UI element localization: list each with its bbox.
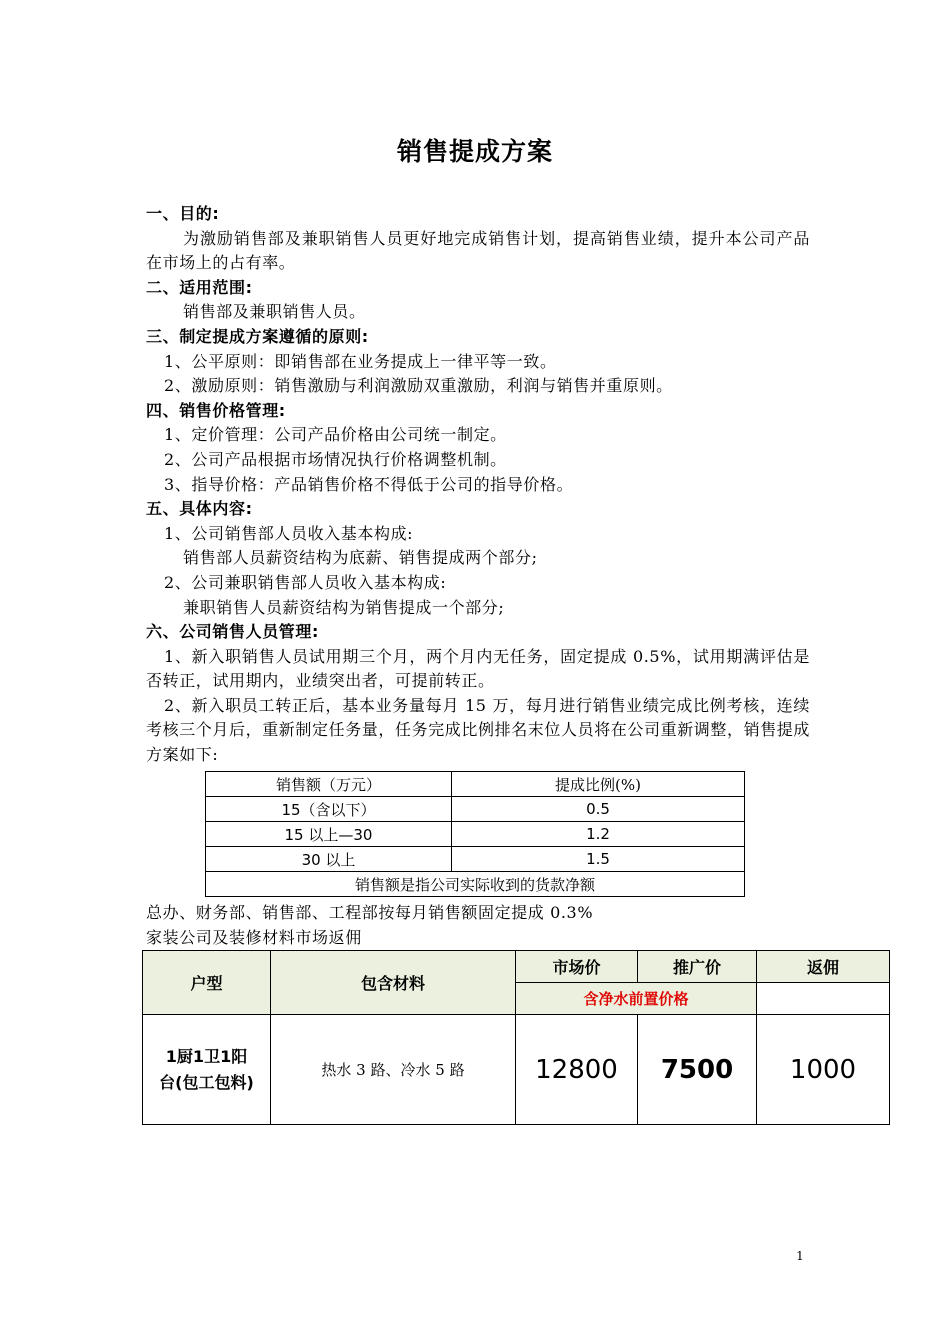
- promo-price-cell: 7500: [638, 1015, 757, 1125]
- paragraph: 为激励销售部及兼职销售人员更好地完成销售计划，提高销售业绩，提升本公司产品在市场上的占有率。: [146, 228, 810, 273]
- table-row: [206, 847, 745, 872]
- table-cell: 1.2: [452, 822, 745, 847]
- rebate-price-table: [142, 950, 890, 1125]
- note-line: 家装公司及装修材料市场返佣: [146, 927, 362, 947]
- page-number: 1: [796, 1249, 804, 1263]
- section-heading: 六、公司销售人员管理:: [146, 622, 319, 642]
- table-cell: 15 以上—30: [206, 822, 452, 847]
- materials-cell: 热水 3 路、冷水 5 路: [271, 1015, 516, 1125]
- room-type-line: 1厨1卫1阳: [165, 1046, 248, 1066]
- table-cell: 30 以上: [206, 847, 452, 872]
- list-item: 1、公司销售部人员收入基本构成:: [164, 523, 414, 543]
- table-cell: 1.5: [452, 847, 745, 872]
- table-cell: 0.5: [452, 797, 745, 822]
- header-promo-price: 推广价: [638, 951, 757, 983]
- header-market-price: 市场价: [516, 951, 638, 983]
- header-rebate: 返佣: [757, 951, 890, 983]
- table-footnote: 销售额是指公司实际收到的货款净额: [206, 872, 745, 897]
- rebate-cell: 1000: [757, 1015, 890, 1125]
- section-heading: 二、适用范围:: [146, 277, 253, 297]
- room-type-line: 台(包工包料): [159, 1072, 254, 1092]
- list-item: 2、公司产品根据市场情况执行价格调整机制。: [164, 449, 507, 469]
- section-heading: 三、制定提成方案遵循的原则:: [146, 326, 369, 346]
- table-cell: 15（含以下）: [206, 797, 452, 822]
- list-item: 1、定价管理：公司产品价格由公司统一制定。: [164, 425, 507, 445]
- document-body: [146, 202, 810, 768]
- paragraph: 2、新入职员工转正后，基本业务量每月 15 万，每月进行销售业绩完成比例考核，连续考核三个月后，重新制定任务量，任务完成比例排名末位人员将在公司重新调整，销售提成方案如下:: [146, 695, 811, 765]
- page-title: 销售提成方案: [396, 137, 553, 166]
- table-footnote-row: [206, 872, 745, 897]
- table-header-cell: 提成比例(%): [452, 772, 745, 797]
- empty-cell: [757, 983, 890, 1015]
- section-heading: 四、销售价格管理:: [146, 400, 286, 420]
- note-line: 总办、财务部、销售部、工程部按每月销售额固定提成 0.3%: [146, 903, 594, 922]
- paragraph: 1、新入职销售人员试用期三个月，两个月内无任务，固定提成 0.5%，试用期满评估是否转正，试用期内，业绩突出者，可提前转正。: [146, 646, 810, 691]
- commission-rate-table: [205, 771, 745, 897]
- paragraph: 销售部及兼职销售人员。: [183, 302, 366, 322]
- section-heading: 五、具体内容:: [146, 499, 253, 519]
- room-type-cell: [143, 1015, 271, 1125]
- price-note: 含净水前置价格: [516, 983, 757, 1015]
- table-header-row: [206, 772, 745, 797]
- table-header-row: [143, 951, 890, 983]
- header-room-type: 户型: [143, 951, 271, 1015]
- table-row: [206, 797, 745, 822]
- list-item: 2、公司兼职销售部人员收入基本构成:: [164, 572, 447, 592]
- header-materials: 包含材料: [271, 951, 516, 1015]
- table-row: [206, 822, 745, 847]
- table-row: [143, 1015, 890, 1125]
- list-item: 1、公平原则：即销售部在业务提成上一律平等一致。: [164, 351, 557, 371]
- paragraph: 销售部人员薪资结构为底薪、销售提成两个部分;: [183, 548, 538, 568]
- table-header-cell: 销售额（万元）: [206, 772, 452, 797]
- market-price-cell: 12800: [516, 1015, 638, 1125]
- notes: [146, 901, 810, 950]
- section-heading: 一、目的:: [146, 204, 220, 223]
- list-item: 2、激励原则：销售激励与利润激励双重激励，利润与销售并重原则。: [164, 376, 673, 396]
- list-item: 3、指导价格：产品销售价格不得低于公司的指导价格。: [164, 474, 574, 494]
- paragraph: 兼职销售人员薪资结构为销售提成一个部分;: [183, 597, 505, 617]
